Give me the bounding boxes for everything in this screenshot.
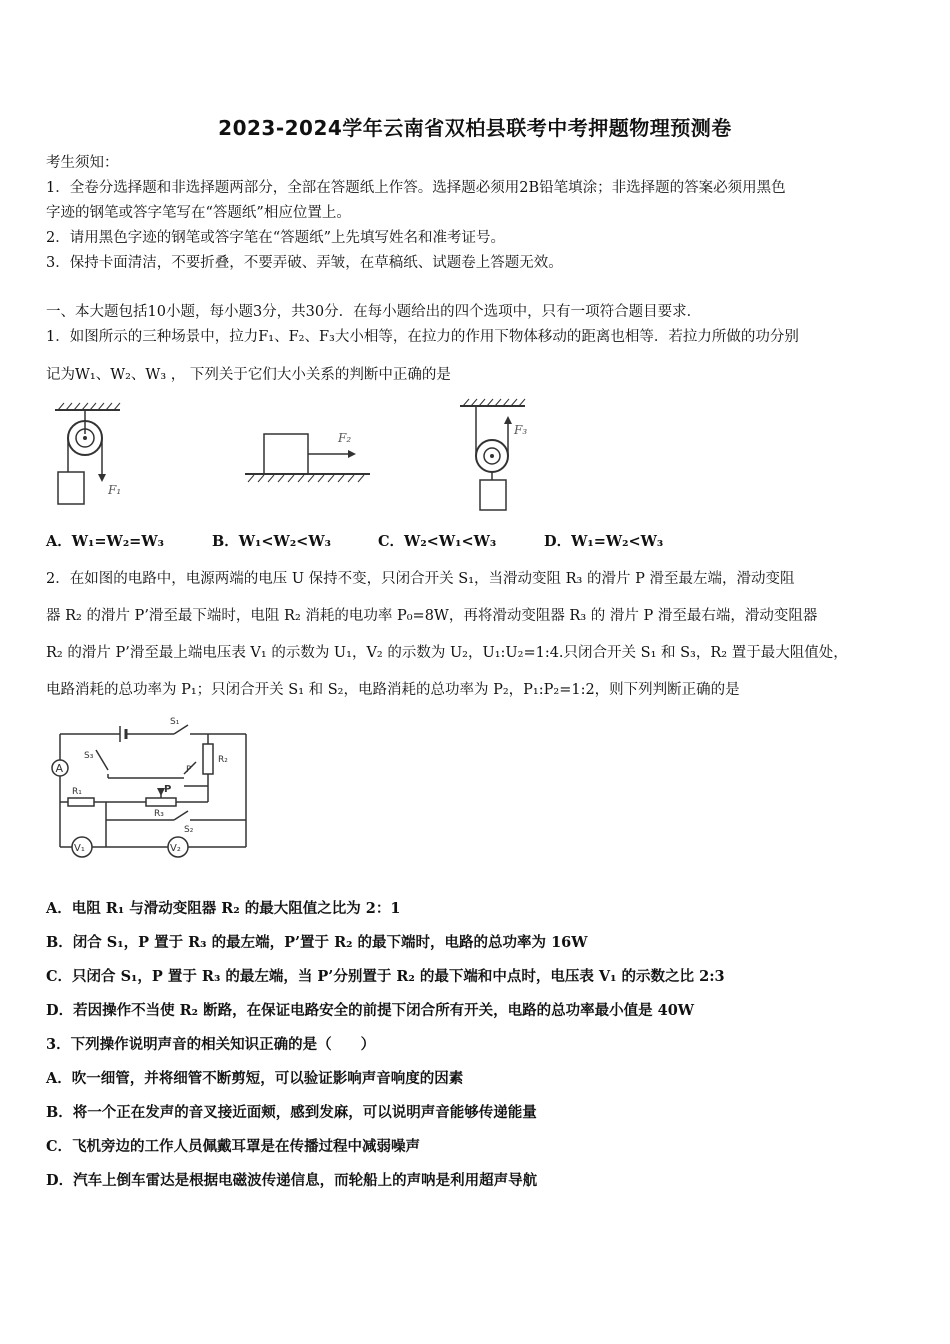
notice-item-3: 3．保持卡面清洁，不要折叠，不要弄破、弄皱，在草稿纸、试题卷上答题无效。 <box>46 255 563 271</box>
q1-figure <box>40 398 560 516</box>
q1-option-a[interactable]: A．W₁=W₂=W₃ <box>46 533 164 550</box>
label-f1: F₁ <box>108 483 122 497</box>
q2-option-c[interactable]: C．只闭合 S₁，P 置于 R₃ 的最左端，当 P’分别置于 R₂ 的最下端和中点时，电压表 V₁ 的示数之比 2:3 <box>46 968 725 985</box>
q1-stem-line2: 记为W₁、W₂、W₃ ， 下列关于它们大小关系的判断中正确的是 <box>46 367 451 383</box>
q3-stem: 3．下列操作说明声音的相关知识正确的是（ ） <box>46 1036 376 1053</box>
voltmeter-v1: V₁ <box>74 843 85 854</box>
notice-heading: 考生须知： <box>46 155 119 171</box>
notice-item-1-cont: 字迹的钢笔或答字笔写在“答题纸”相应位置上。 <box>46 205 351 221</box>
notice-item-2: 2．请用黑色字迹的钢笔或答字笔在“答题纸”上先填写姓名和准考证号。 <box>46 230 506 246</box>
q3-option-c[interactable]: C．飞机旁边的工作人员佩戴耳罩是在传播过程中减弱噪声 <box>46 1138 421 1155</box>
q2-stem-line2: 器 R₂ 的滑片 P’滑至最下端时，电阻 R₂ 消耗的电功率 P₀=8W，再将滑动变阻器 R₃ 的 滑片 P 滑至最右端，滑动变阻器 <box>46 608 818 624</box>
label-r2: R₂ <box>218 755 228 765</box>
q3-option-d[interactable]: D．汽车上倒车雷达是根据电磁波传递信息，而轮船上的声呐是利用超声导航 <box>46 1172 538 1189</box>
notice-item-1: 1．全卷分选择题和非选择题两部分，全部在答题纸上作答。选择题必须用2B铅笔填涂；非选择题的答案必须用黑色 <box>46 180 786 196</box>
label-s1: S₁ <box>170 717 180 727</box>
q1-options <box>46 530 906 551</box>
label-r1: R₁ <box>72 787 82 797</box>
label-s3: S₃ <box>84 751 94 761</box>
q2-stem-line3: R₂ 的滑片 P’滑至最上端电压表 V₁ 的示数为 U₁，V₂ 的示数为 U₂，U₁:U₂=1:4.只闭合开关 S₁ 和 S₃，R₂ 置于最大阻值处， <box>46 645 848 661</box>
q1-stem-line1: 1．如图所示的三种场景中，拉力F₁、F₂、F₃大小相等，在拉力的作用下物体移动的距离也相等．若拉力所做的功分别 <box>46 329 799 345</box>
label-f3: F₃ <box>514 423 528 437</box>
q3-option-b[interactable]: B．将一个正在发声的音叉接近面颊，感到发麻，可以说明声音能够传递能量 <box>46 1104 537 1121</box>
label-p-prime: P′ <box>186 765 194 775</box>
q2-option-b[interactable]: B．闭合 S₁，P 置于 R₃ 的最左端，P’置于 R₂ 的最下端时，电路的总功率为 16W <box>46 934 588 951</box>
page-title: 2023-2024学年云南省双柏县联考中考押题物理预测卷 <box>218 116 732 140</box>
label-f2: F₂ <box>338 431 352 445</box>
section-heading: 一、本大题包括10小题，每小题3分，共30分．在每小题给出的四个选项中，只有一项符合题目要求． <box>46 304 702 320</box>
scene3-movable-pulley <box>460 399 527 510</box>
label-p: P <box>164 784 172 795</box>
scene2-block <box>245 431 370 482</box>
scene1-fixed-pulley <box>55 403 121 504</box>
voltmeter-v2: V₂ <box>170 843 181 854</box>
q1-option-c[interactable]: C．W₂<W₁<W₃ <box>378 533 497 550</box>
q2-stem-line1: 2．在如图的电路中，电源两端的电压 U 保持不变，只闭合开关 S₁，当滑动变阻 R₃ 的滑片 P 滑至最左端，滑动变阻 <box>46 571 795 587</box>
q3-option-a[interactable]: A．吹一细管，并将细管不断剪短，可以验证影响声音响度的因素 <box>46 1070 464 1087</box>
label-r3: R₃ <box>154 809 164 819</box>
ammeter-symbol: A <box>55 762 64 775</box>
q2-circuit-diagram <box>46 712 256 864</box>
q1-option-b[interactable]: B．W₁<W₂<W₃ <box>212 533 331 550</box>
label-s2: S₂ <box>184 825 194 835</box>
q1-option-d[interactable]: D．W₁=W₂<W₃ <box>544 533 664 550</box>
q2-option-a[interactable]: A．电阻 R₁ 与滑动变阻器 R₂ 的最大阻值之比为 2：1 <box>46 900 401 917</box>
q2-stem-line4: 电路消耗的总功率为 P₁；只闭合开关 S₁ 和 S₂，电路消耗的总功率为 P₂，P₁:P₂=1:2，则下列判断正确的是 <box>46 682 740 698</box>
q2-option-d[interactable]: D．若因操作不当使 R₂ 断路，在保证电路安全的前提下闭合所有开关，电路的总功率最小值是 40W <box>46 1002 695 1019</box>
